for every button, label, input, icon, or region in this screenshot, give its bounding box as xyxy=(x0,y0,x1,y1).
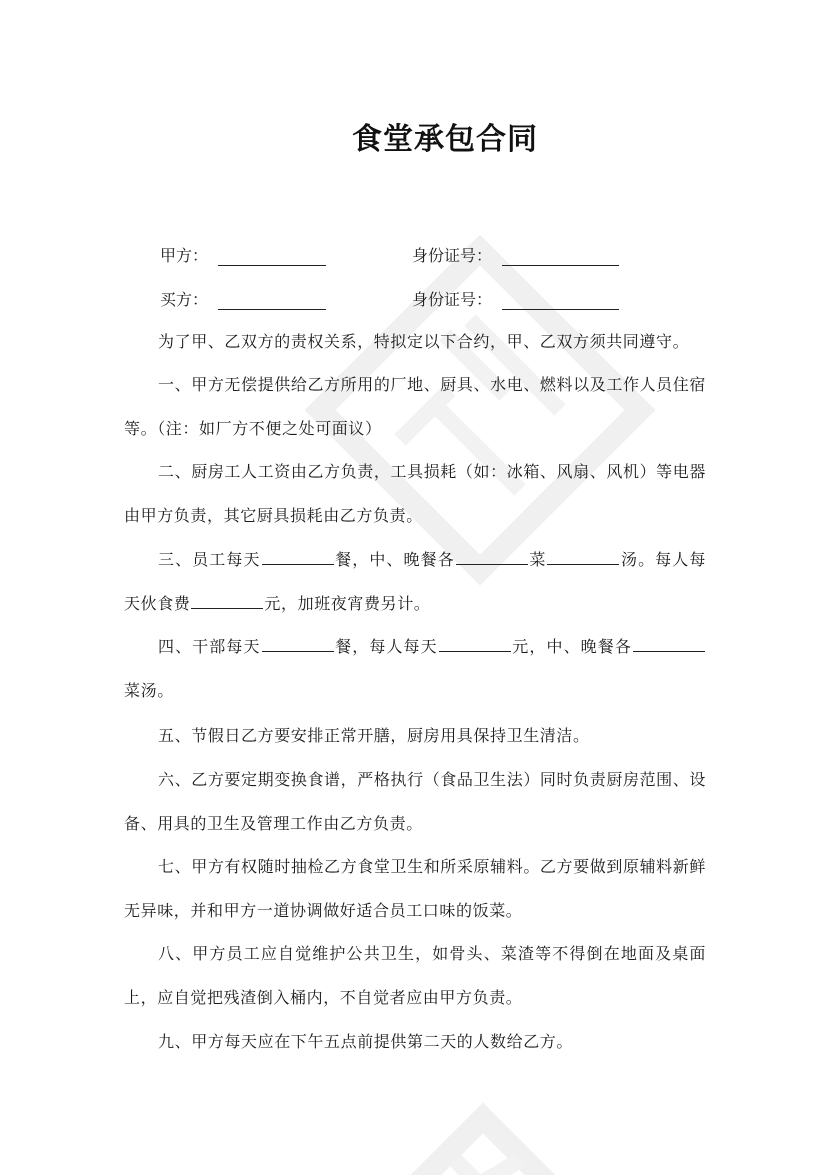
clause-3-meals-blank[interactable] xyxy=(262,548,334,565)
clause-4-text-3: 元，中、晚餐各 xyxy=(511,637,632,656)
party-b-name-field[interactable] xyxy=(218,291,326,310)
clause-3-text-1: 三、员工每天 xyxy=(158,550,261,569)
clause-6: 六、乙方要定期变换食谱，严格执行（食品卫生法）同时负责厨房范围、设备、用具的卫生及管理工作由乙方负责。 xyxy=(124,770,706,833)
document-title: 食堂承包合同 xyxy=(352,122,538,157)
party-a-id-field[interactable] xyxy=(502,247,619,266)
party-b-id-field[interactable] xyxy=(502,291,619,310)
party-a-name-field[interactable] xyxy=(218,247,326,266)
clause-3-fee-blank[interactable] xyxy=(191,592,263,609)
clause-5: 五、节假日乙方要安排正常开膳，厨房用具保持卫生清洁。 xyxy=(158,726,590,745)
clause-3-text-5: 元，加班夜宵费另计。 xyxy=(264,593,431,613)
party-b-id-group xyxy=(412,286,619,310)
party-a-id-group xyxy=(412,242,619,266)
clause-8: 八、甲方员工应自觉维护公共卫生，如骨头、菜渣等不得倒在地面及桌面上，应自觉把残渣倒入桶内，不自觉者应由甲方负责。 xyxy=(124,944,706,1007)
clause-4-text-1: 四、干部每天 xyxy=(158,637,261,656)
clause-3-soups-blank[interactable] xyxy=(547,548,619,565)
clause-3 xyxy=(124,538,706,625)
clause-4-meals-blank[interactable] xyxy=(262,635,334,652)
clause-3-dishes-blank[interactable] xyxy=(456,548,528,565)
clause-2: 二、厨房工人工资由乙方负责，工具损耗（如：冰箱、风扇、风机）等电器由甲方负责，其它厨具损耗由乙方负责。 xyxy=(124,462,706,525)
party-b-label: 买方： xyxy=(160,290,209,309)
party-a-label: 甲方： xyxy=(160,246,209,265)
clause-9: 九、甲方每天应在下午五点前提供第二天的人数给乙方。 xyxy=(158,1032,574,1051)
intro-paragraph: 为了甲、乙双方的责权关系，特拟定以下合约，甲、乙双方须共同遵守。 xyxy=(158,332,690,351)
party-b-id-label: 身份证号： xyxy=(412,290,493,309)
clause-4-fee-blank[interactable] xyxy=(439,635,511,652)
party-a-id-label: 身份证号： xyxy=(412,246,493,265)
clause-1: 一、甲方无偿提供给乙方所用的厂地、厨具、水电、燃料以及工作人员住宿等。（注：如厂方不便之处可面议） xyxy=(124,375,706,438)
party-b-row xyxy=(160,286,326,310)
clause-3-text-4: 汤。每人每天伙食费 xyxy=(124,550,706,613)
clause-4 xyxy=(124,625,706,712)
clause-3-text-3: 菜 xyxy=(528,550,547,569)
clause-3-text-2: 餐，中、晚餐各 xyxy=(334,550,455,569)
clause-4-text-2: 餐，每人每天 xyxy=(334,637,438,656)
party-a-row xyxy=(160,242,326,266)
clause-4-text-4: 菜汤。 xyxy=(124,680,174,700)
clause-7: 七、甲方有权随时抽检乙方食堂卫生和所采原辅料。乙方要做到原辅料新鲜无异味，并和甲方一道协调做好适合员工口味的饭菜。 xyxy=(124,857,706,920)
clause-4-dishes-blank[interactable] xyxy=(633,635,705,652)
